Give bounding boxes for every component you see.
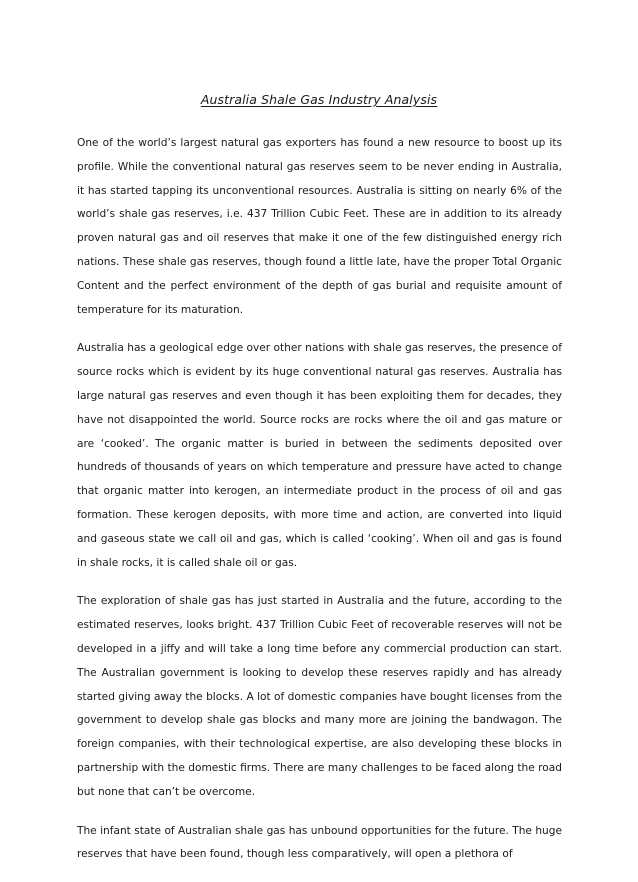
paragraph-opportunities: The infant state of Australian shale gas has unbound opportunities for the future. The huge reserves that have been found, though less comparatively, will open a plethora of <box>77 824 562 861</box>
paragraph-exploration: The exploration of shale gas has just started in Australia and the future, according to the estimated reserves, looks bright. 437 Trillion Cubic Feet of recoverable reserves will not be developed in a jiffy and will take a long time before any commercial production can start. The Australian government is looking to develop these reserves rapidly and has already started giving away the blocks. A lot of domestic companies have bought licenses from the government to develop shale gas blocks and many more are joining the bandwagon. The foreign companies, with their technological expertise, are also developing these blocks in partnership with the domestic firms. There are many challenges to be faced along the road but none that can’t be overcome. <box>77 595 562 798</box>
paragraph-geology: Australia has a geological edge over other nations with shale gas reserves, the presence of source rocks which is evident by its huge conventional natural gas reserves. Australia has large natural gas reserves and even though it has been exploiting them for decades, they have not disappointed the world. Source rocks are rocks where the oil and gas mature or are ‘cooked’. The organic matter is buried in between the sediments deposited over hundreds of thousands of years on which temperature and pressure have acted to change that organic matter into kerogen, an intermediate product in the process of oil and gas formation. These kerogen deposits, with more time and action, are converted into liquid and gaseous state we call oil and gas, which is called ‘cooking’. When oil and gas is found in shale rocks, it is called shale oil or gas. <box>77 342 562 569</box>
document-title: Australia Shale Gas Industry Analysis <box>200 92 438 107</box>
paragraph-intro: One of the world’s largest natural gas exporters has found a new resource to boost up its profile. While the conventional natural gas reserves seem to be never ending in Australia, it has started tapping its unconventional resources. Australia is sitting on nearly 6% of the world’s shale gas reserves, i.e. 437 Trillion Cubic Feet. These are in addition to its already proven natural gas and oil reserves that make it one of the few distinguished energy rich nations. These shale gas reserves, though found a little late, have the proper Total Organic Content and the perfect environment of the depth of gas burial and requisite amount of temperature for its maturation. <box>77 137 562 316</box>
document-body <box>77 132 562 882</box>
